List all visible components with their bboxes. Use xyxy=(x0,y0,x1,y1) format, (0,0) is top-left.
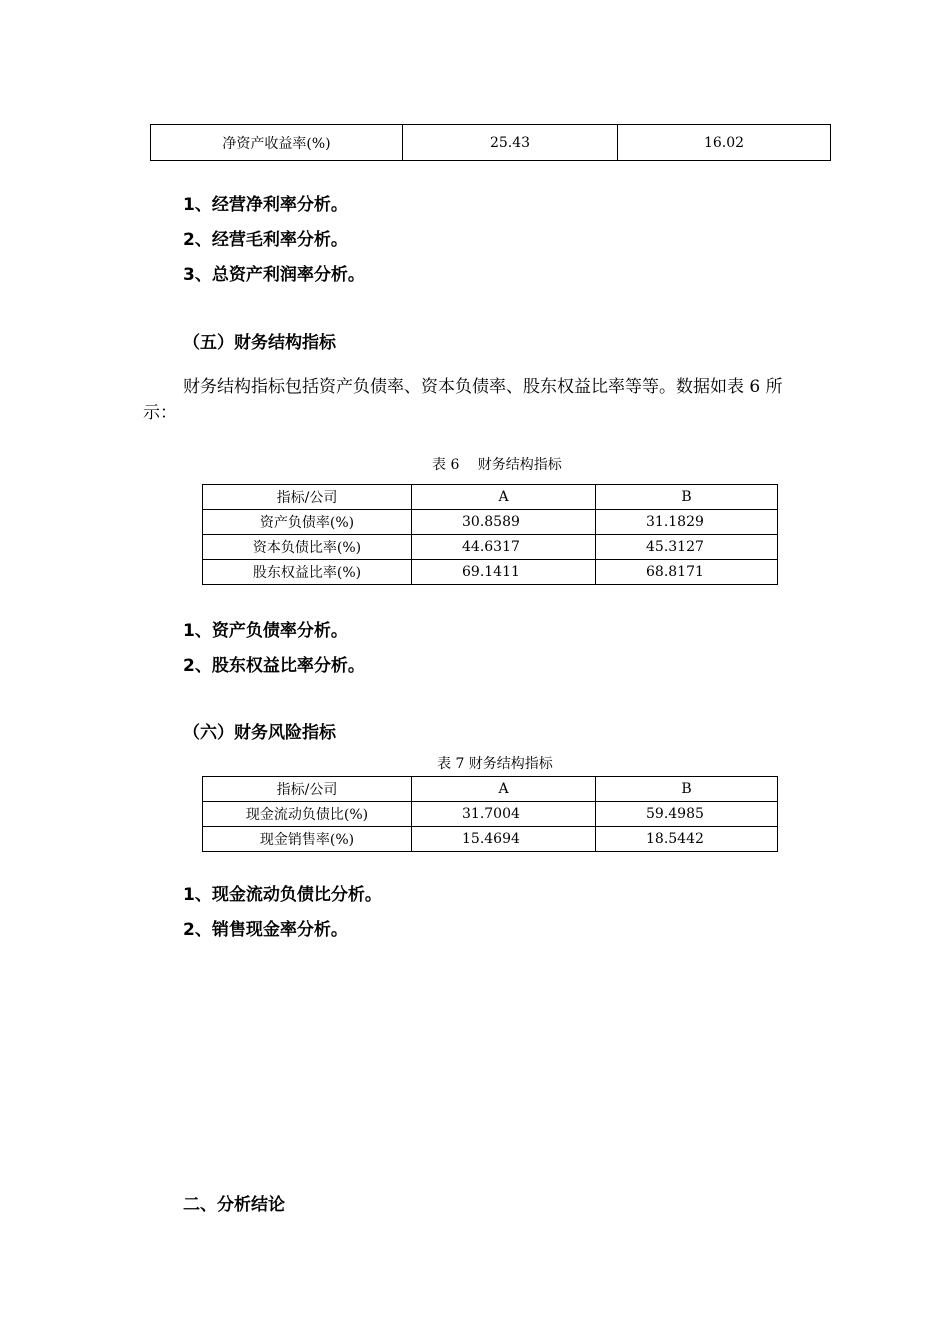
list-item: 1、经营净利率分析。 xyxy=(183,195,348,215)
table-7 xyxy=(202,776,778,852)
table-cell-label: 资产负债率(%) xyxy=(203,510,412,535)
section-heading: （五）财务结构指标 xyxy=(183,333,336,353)
list-item: 2、销售现金率分析。 xyxy=(183,920,348,940)
table-cell-b: 68.8171 xyxy=(596,560,778,585)
header-a: A xyxy=(412,485,596,510)
table-header-row xyxy=(203,485,778,510)
table-cell-label: 现金销售率(%) xyxy=(203,827,412,852)
paragraph-line: 财务结构指标包括资产负债率、资本负债率、股东权益比率等等。数据如表 6 所 xyxy=(183,377,783,397)
table-row xyxy=(203,510,778,535)
list-item: 3、总资产利润率分析。 xyxy=(183,265,365,285)
table-cell-a: 30.8589 xyxy=(412,510,596,535)
paragraph-line: 示： xyxy=(143,403,177,423)
table-cell-b: 16.02 xyxy=(618,125,831,161)
table-caption: 表 6 财务结构指标 xyxy=(432,457,562,473)
table-caption: 表 7 财务结构指标 xyxy=(437,756,553,772)
list-item: 2、股东权益比率分析。 xyxy=(183,656,365,676)
table-cell-label: 净资产收益率(%) xyxy=(151,125,403,161)
header-a: A xyxy=(412,777,596,802)
table-cell-b: 18.5442 xyxy=(596,827,778,852)
header-b: B xyxy=(596,485,778,510)
table-cell-label: 资本负债比率(%) xyxy=(203,535,412,560)
table-cell-a: 44.6317 xyxy=(412,535,596,560)
table-row xyxy=(151,125,831,161)
list-item: 2、经营毛利率分析。 xyxy=(183,230,348,250)
table-row xyxy=(203,560,778,585)
list-item: 1、资产负债率分析。 xyxy=(183,621,348,641)
list-item: 1、现金流动负债比分析。 xyxy=(183,885,382,905)
table-cell-b: 45.3127 xyxy=(596,535,778,560)
header-label: 指标/公司 xyxy=(203,777,412,802)
table-cell-label: 股东权益比率(%) xyxy=(203,560,412,585)
table-header-row xyxy=(203,777,778,802)
section-heading: （六）财务风险指标 xyxy=(183,723,336,743)
table-cell-b: 31.1829 xyxy=(596,510,778,535)
table-cell-label: 现金流动负债比(%) xyxy=(203,802,412,827)
table-cell-a: 25.43 xyxy=(403,125,618,161)
table-row xyxy=(203,827,778,852)
table-cell-a: 69.1411 xyxy=(412,560,596,585)
table-row xyxy=(203,535,778,560)
table-cell-a: 15.4694 xyxy=(412,827,596,852)
table-6 xyxy=(202,484,778,585)
table-cell-a: 31.7004 xyxy=(412,802,596,827)
table-top xyxy=(150,124,831,161)
section-heading: 二、分析结论 xyxy=(183,1195,285,1215)
table-row xyxy=(203,802,778,827)
header-b: B xyxy=(596,777,778,802)
header-label: 指标/公司 xyxy=(203,485,412,510)
table-cell-b: 59.4985 xyxy=(596,802,778,827)
